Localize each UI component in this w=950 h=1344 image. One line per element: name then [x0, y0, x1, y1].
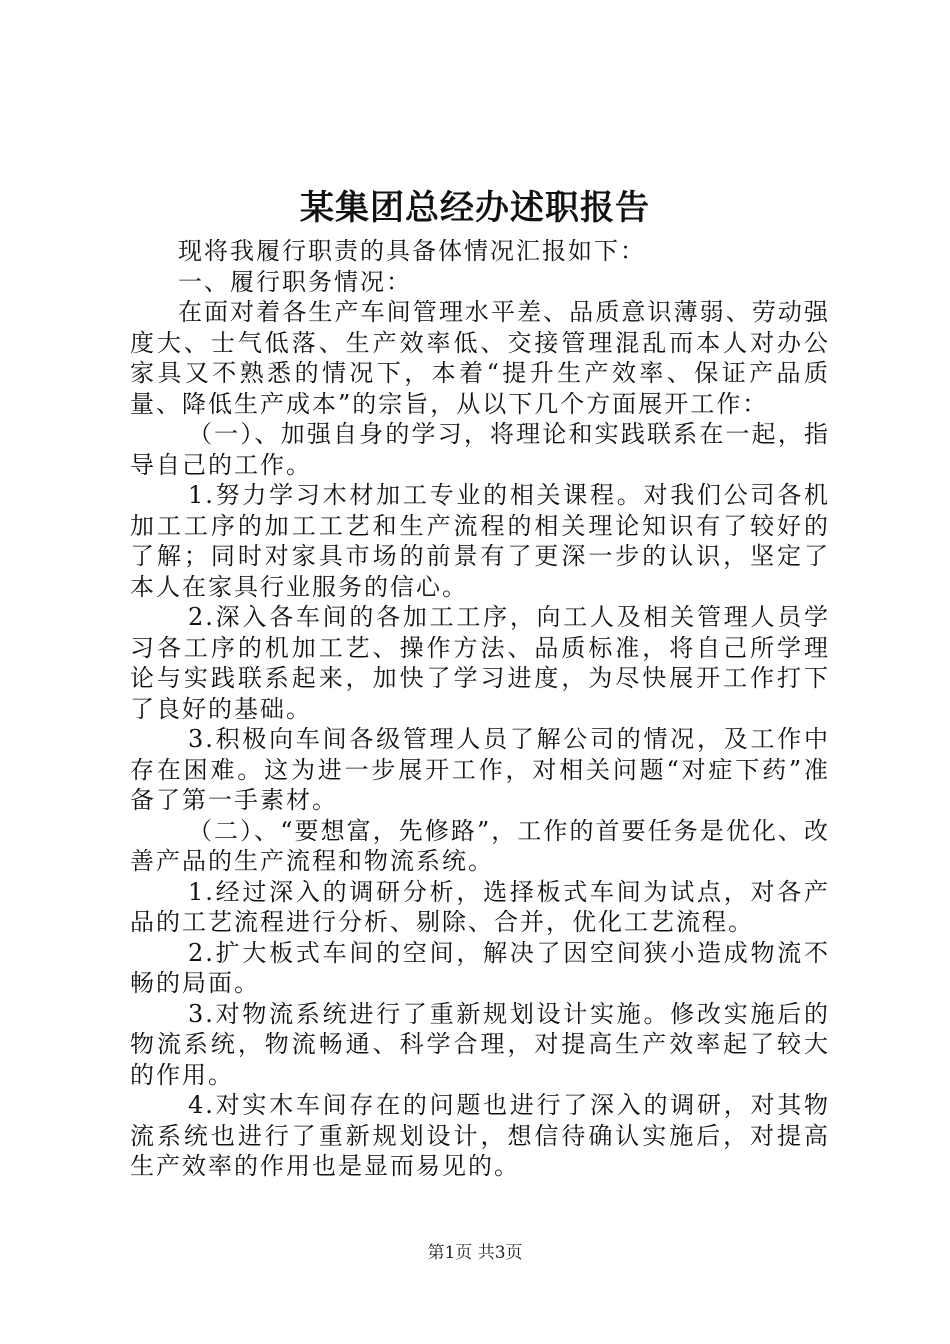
- list-item-2-1: 1.经过深入的调研分析，选择板式车间为试点，对各产品的工艺流程进行分析、剔除、合并，优化工艺流程。: [130, 877, 830, 936]
- paragraph-intro: 现将我履行职责的具备体情况汇报如下：: [178, 237, 646, 265]
- subsection-heading-2: （二）、“要想富，先修路”，工作的首要任务是优化、改善产品的生产流程和物流系统。: [130, 816, 830, 875]
- list-item-1-3: 3.积极向车间各级管理人员了解公司的情况，及工作中存在困难。这为进一步展开工作，对相关问题“对症下药”准备了第一手素材。: [130, 725, 830, 814]
- list-item-2-3: 3.对物流系统进行了重新规划设计实施。修改实施后的物流系统，物流畅通、科学合理，对提高生产效率起了较大的作用。: [130, 999, 830, 1089]
- paragraph-context: 在面对着各生产车间管理水平差、品质意识薄弱、劳动强度大、士气低落、生产效率低、交接管理混乱而本人对办公家具又不熟悉的情况下，本着“提升生产效率、保证产品质量、降低生产成本”的宗旨，从以下几个方面展开工作：: [130, 298, 830, 418]
- list-item-1-1: 1.努力学习木材加工专业的相关课程。对我们公司各机加工工序的加工工艺和生产流程的相关理论知识有了较好的了解；同时对家具市场的前景有了更深一步的认识，坚定了本人在家具行业服务的信心。: [130, 481, 830, 601]
- section-heading-duties: 一、履行职务情况：: [178, 267, 412, 296]
- document-body: [130, 236, 830, 1182]
- list-item-2-4: 4.对实木车间存在的问题也进行了深入的调研，对其物流系统也进行了重新规划设计，想信待确认实施后，对提高生产效率的作用也是显而易见的。: [130, 1091, 830, 1180]
- document-title: 某集团总经办述职报告: [300, 188, 650, 228]
- subsection-heading-1: （一）、加强自身的学习，将理论和实践联系在一起，指导自己的工作。: [130, 420, 830, 479]
- page-number-footer: 第1页 共3页: [427, 1243, 523, 1263]
- list-item-2-2: 2.扩大板式车间的空间，解决了因空间狭小造成物流不畅的局面。: [130, 938, 830, 997]
- list-item-1-2: 2.深入各车间的各加工工序，向工人及相关管理人员学习各工序的机加工艺、操作方法、品质标准，将自己所学理论与实践联系起来，加快了学习进度，为尽快展开工作打下了良好的基础。: [130, 603, 830, 723]
